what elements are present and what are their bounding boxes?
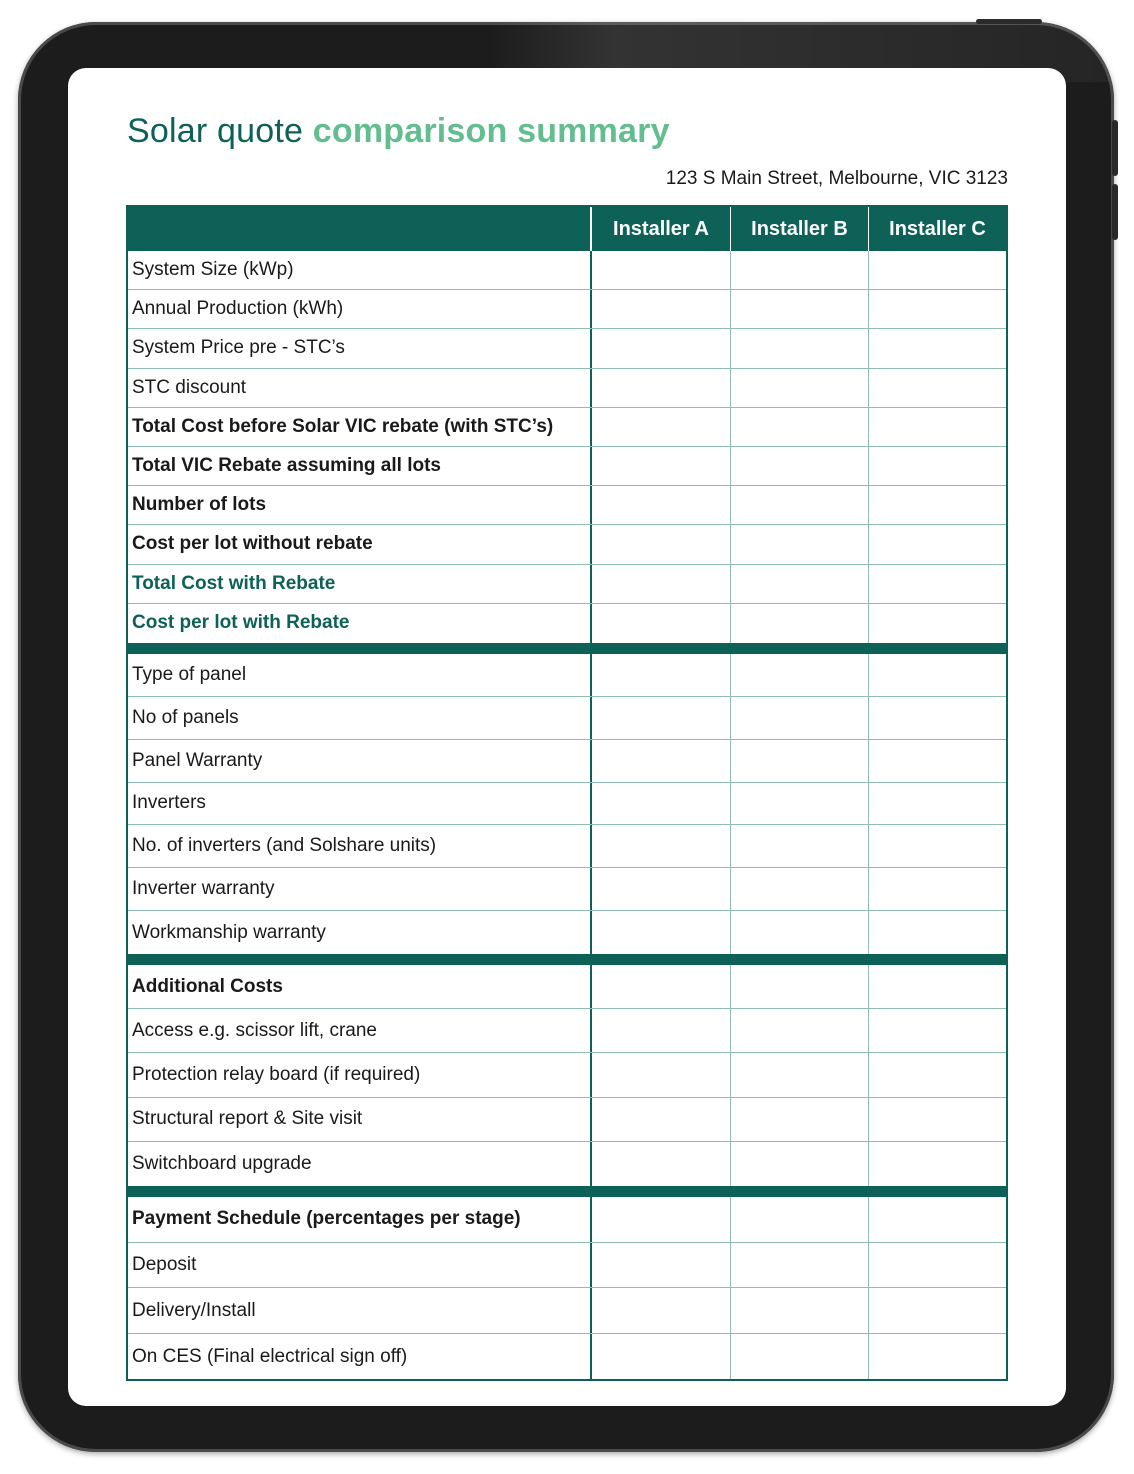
installer-b-cell[interactable] (730, 565, 868, 603)
table-section (128, 251, 1006, 643)
installer-a-cell[interactable] (592, 1334, 730, 1380)
row-label: Cost per lot with Rebate (128, 604, 592, 643)
row-label: Delivery/Install (128, 1288, 592, 1333)
header-installer-a: Installer A (613, 217, 709, 240)
installer-a-cell[interactable] (592, 1243, 730, 1288)
installer-a-cell[interactable] (592, 783, 730, 825)
installer-a-cell[interactable] (592, 329, 730, 367)
installer-b-cell[interactable] (730, 1243, 868, 1288)
comparison-table (126, 205, 1008, 1381)
header-corner-cell (128, 207, 592, 251)
row-label: Deposit (128, 1243, 592, 1288)
installer-a-cell[interactable] (592, 1098, 730, 1141)
installer-a-cell[interactable] (592, 1009, 730, 1052)
installer-a-cell[interactable] (592, 565, 730, 603)
section-divider (128, 954, 1006, 965)
installer-a-cell[interactable] (592, 965, 730, 1008)
tablet-screen (68, 68, 1066, 1406)
installer-b-cell[interactable] (730, 1053, 868, 1096)
table-row (128, 825, 1006, 868)
installer-b-cell[interactable] (730, 654, 868, 696)
table-row (128, 783, 1006, 826)
installer-a-cell[interactable] (592, 369, 730, 407)
row-label: No. of inverters (and Solshare units) (128, 825, 592, 867)
installer-c-cell[interactable] (868, 911, 1006, 954)
installer-c-cell[interactable] (868, 1009, 1006, 1052)
installer-b-cell[interactable] (730, 408, 868, 446)
installer-c-cell[interactable] (868, 604, 1006, 643)
installer-c-cell[interactable] (868, 447, 1006, 485)
installer-b-cell[interactable] (730, 329, 868, 367)
table-row (128, 408, 1006, 447)
installer-b-cell[interactable] (730, 911, 868, 954)
installer-b-cell[interactable] (730, 486, 868, 524)
installer-b-cell[interactable] (730, 525, 868, 563)
installer-c-cell[interactable] (868, 1243, 1006, 1288)
installer-a-cell[interactable] (592, 486, 730, 524)
header-installer-c: Installer C (868, 207, 1006, 251)
table-row (128, 329, 1006, 368)
installer-c-cell[interactable] (868, 329, 1006, 367)
installer-a-cell[interactable] (592, 697, 730, 739)
installer-a-cell[interactable] (592, 447, 730, 485)
installer-a-cell[interactable] (592, 408, 730, 446)
table-row (128, 525, 1006, 564)
installer-a-cell[interactable] (592, 1142, 730, 1186)
row-label: Workmanship warranty (128, 911, 592, 954)
installer-c-cell[interactable] (868, 1098, 1006, 1141)
row-label: No of panels (128, 697, 592, 739)
installer-c-cell[interactable] (868, 1334, 1006, 1380)
installer-c-cell[interactable] (868, 369, 1006, 407)
row-label: System Size (kWp) (128, 251, 592, 289)
installer-c-cell[interactable] (868, 965, 1006, 1008)
installer-a-cell[interactable] (592, 868, 730, 910)
table-section (128, 965, 1006, 1186)
table-row (128, 447, 1006, 486)
table-row (128, 369, 1006, 408)
table-row (128, 1009, 1006, 1053)
installer-b-cell[interactable] (730, 868, 868, 910)
row-label: Panel Warranty (128, 740, 592, 782)
table-header-row (128, 207, 1006, 251)
installer-c-cell[interactable] (868, 290, 1006, 328)
volume-up-button (1112, 120, 1118, 176)
row-label: Inverter warranty (128, 868, 592, 910)
installer-b-cell[interactable] (730, 369, 868, 407)
installer-c-cell[interactable] (868, 1288, 1006, 1333)
page-title (127, 112, 670, 151)
table-row (128, 1334, 1006, 1380)
installer-b-cell[interactable] (730, 1142, 868, 1186)
title-part1: Solar quote (127, 112, 313, 150)
installer-c-cell[interactable] (868, 486, 1006, 524)
installer-b-cell[interactable] (730, 740, 868, 782)
table-row (128, 740, 1006, 783)
row-label: Switchboard upgrade (128, 1142, 592, 1186)
installer-a-cell[interactable] (592, 654, 730, 696)
table-row (128, 1053, 1006, 1097)
table-row (128, 251, 1006, 290)
table-row (128, 486, 1006, 525)
row-label: Total Cost before Solar VIC rebate (with STC’s) (128, 408, 592, 446)
installer-c-cell[interactable] (868, 1142, 1006, 1186)
table-row (128, 1288, 1006, 1334)
installer-c-cell[interactable] (868, 868, 1006, 910)
row-label: Total Cost with Rebate (128, 565, 592, 603)
installer-a-cell[interactable] (592, 290, 730, 328)
table-row (128, 290, 1006, 329)
table-row (128, 868, 1006, 911)
row-label: System Price pre - STC’s (128, 329, 592, 367)
row-label: Number of lots (128, 486, 592, 524)
installer-a-cell[interactable] (592, 1197, 730, 1242)
installer-c-cell[interactable] (868, 740, 1006, 782)
row-label: Access e.g. scissor lift, crane (128, 1009, 592, 1052)
installer-c-cell[interactable] (868, 1053, 1006, 1096)
row-label: Structural report & Site visit (128, 1098, 592, 1141)
row-label: Additional Costs (128, 965, 592, 1008)
row-label: Protection relay board (if required) (128, 1053, 592, 1096)
installer-c-cell[interactable] (868, 825, 1006, 867)
title-part2: comparison summary (312, 112, 670, 150)
address-line: 123 S Main Street, Melbourne, VIC 3123 (665, 168, 1008, 189)
installer-b-cell[interactable] (730, 1334, 868, 1380)
row-label: Type of panel (128, 654, 592, 696)
table-row (128, 697, 1006, 740)
table-row (128, 565, 1006, 604)
installer-b-cell[interactable] (730, 447, 868, 485)
table-row (128, 654, 1006, 697)
installer-a-cell[interactable] (592, 740, 730, 782)
installer-b-cell[interactable] (730, 1009, 868, 1052)
table-row (128, 1197, 1006, 1243)
installer-b-cell[interactable] (730, 290, 868, 328)
row-label: Cost per lot without rebate (128, 525, 592, 563)
power-button (976, 19, 1042, 24)
installer-b-cell[interactable] (730, 965, 868, 1008)
volume-down-button (1112, 184, 1118, 240)
installer-b-cell[interactable] (730, 783, 868, 825)
installer-b-cell[interactable] (730, 251, 868, 289)
installer-b-cell[interactable] (730, 604, 868, 643)
installer-a-cell[interactable] (592, 911, 730, 954)
installer-a-cell[interactable] (592, 1288, 730, 1333)
table-section (128, 1197, 1006, 1379)
installer-c-cell[interactable] (868, 565, 1006, 603)
installer-a-cell[interactable] (592, 1053, 730, 1096)
row-label: Annual Production (kWh) (128, 290, 592, 328)
table-body (128, 251, 1006, 1379)
row-label: Inverters (128, 783, 592, 825)
table-row (128, 604, 1006, 643)
installer-c-cell[interactable] (868, 525, 1006, 563)
section-divider (128, 1186, 1006, 1197)
installer-b-cell[interactable] (730, 825, 868, 867)
installer-c-cell[interactable] (868, 697, 1006, 739)
installer-c-cell[interactable] (868, 408, 1006, 446)
row-label: Total VIC Rebate assuming all lots (128, 447, 592, 485)
installer-c-cell[interactable] (868, 783, 1006, 825)
section-divider (128, 643, 1006, 654)
installer-a-cell[interactable] (592, 525, 730, 563)
installer-c-cell[interactable] (868, 1197, 1006, 1242)
table-row (128, 1098, 1006, 1142)
installer-b-cell[interactable] (730, 697, 868, 739)
table-row (128, 1142, 1006, 1186)
table-row (128, 1243, 1006, 1289)
table-section (128, 654, 1006, 954)
installer-a-cell[interactable] (592, 251, 730, 289)
row-label: Payment Schedule (percentages per stage) (128, 1197, 592, 1242)
installer-b-cell[interactable] (730, 1197, 868, 1242)
header-installer-b: Installer B (730, 207, 868, 251)
installer-b-cell[interactable] (730, 1098, 868, 1141)
row-label: On CES (Final electrical sign off) (128, 1334, 592, 1380)
table-row (128, 965, 1006, 1009)
installer-c-cell[interactable] (868, 251, 1006, 289)
installer-a-cell[interactable] (592, 825, 730, 867)
row-label: STC discount (128, 369, 592, 407)
installer-b-cell[interactable] (730, 1288, 868, 1333)
table-row (128, 911, 1006, 954)
installer-a-cell[interactable] (592, 604, 730, 643)
installer-c-cell[interactable] (868, 654, 1006, 696)
